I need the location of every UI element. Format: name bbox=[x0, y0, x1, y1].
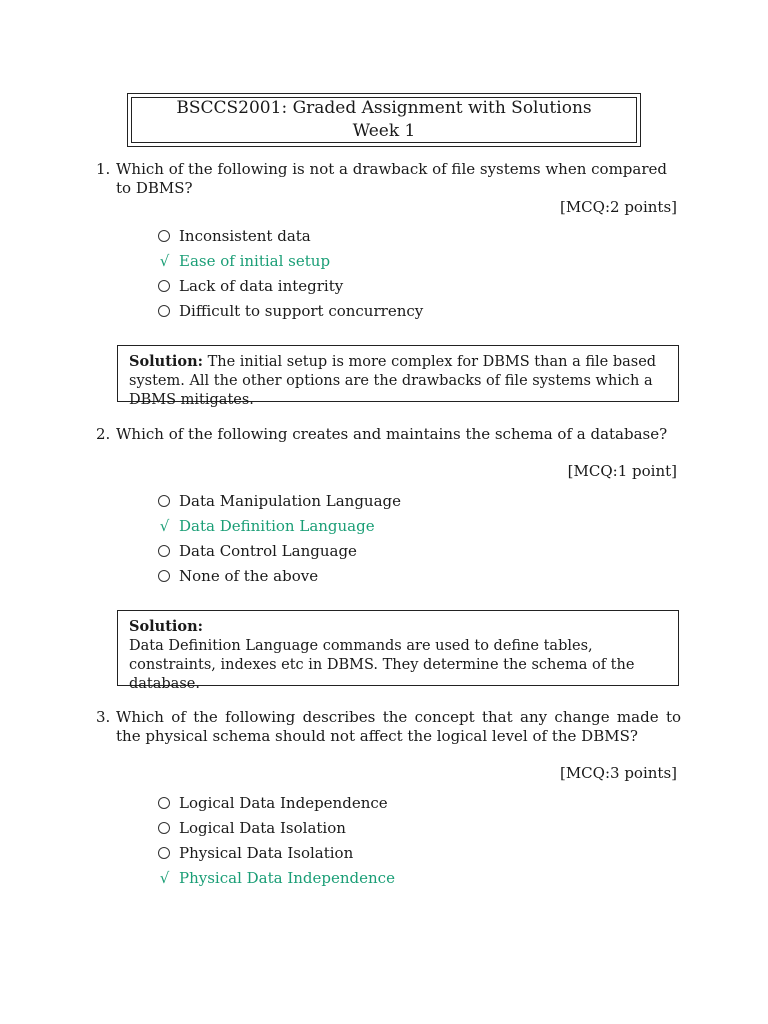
checkmark-icon: √ bbox=[159, 869, 170, 887]
radio-circle-icon[interactable] bbox=[158, 797, 170, 809]
question-3-points: [MCQ:3 points] bbox=[559, 764, 677, 782]
option-label: Data Definition Language bbox=[179, 517, 375, 535]
title-line-1: BSCCS2001: Graded Assignment with Solutions bbox=[176, 98, 592, 118]
question-3-number: 3. bbox=[96, 708, 111, 726]
option-label: Lack of data integrity bbox=[179, 277, 344, 295]
option-label: Logical Data Independence bbox=[179, 794, 388, 812]
question-2-number: 2. bbox=[96, 425, 111, 443]
question-3-text: Which of the following describes the concept that any change made to the physical schema should not affect the logical level of the DBMS? bbox=[116, 708, 681, 745]
radio-circle-icon[interactable] bbox=[158, 280, 170, 292]
checkmark-icon: √ bbox=[159, 517, 170, 535]
radio-circle-icon[interactable] bbox=[158, 545, 170, 557]
solution-label: Solution: bbox=[129, 353, 203, 370]
q1-option-3[interactable] bbox=[158, 276, 343, 296]
title-inner bbox=[131, 97, 637, 143]
q2-option-4[interactable] bbox=[158, 566, 318, 586]
radio-circle-icon[interactable] bbox=[158, 570, 170, 582]
option-label: Inconsistent data bbox=[179, 227, 311, 245]
q2-solution-box bbox=[117, 610, 679, 692]
q3-option-3[interactable] bbox=[158, 843, 353, 863]
q2-option-1[interactable] bbox=[158, 491, 401, 511]
question-1-number: 1. bbox=[96, 160, 111, 178]
radio-circle-icon[interactable] bbox=[158, 305, 170, 317]
radio-circle-icon[interactable] bbox=[158, 230, 170, 242]
question-1-text: Which of the following is not a drawback of file systems when compared to DBMS? bbox=[116, 160, 668, 197]
option-label: Physical Data Isolation bbox=[179, 844, 354, 862]
option-label: Difficult to support concurrency bbox=[179, 302, 424, 320]
option-label: None of the above bbox=[179, 567, 319, 585]
radio-circle-icon[interactable] bbox=[158, 822, 170, 834]
solution-text: Data Definition Language commands are used to define tables, constraints, indexes etc in DBMS. They determine the schema of the database. bbox=[129, 638, 635, 692]
q1-option-1[interactable] bbox=[158, 226, 311, 246]
checkmark-icon: √ bbox=[159, 252, 170, 270]
option-label: Data Manipulation Language bbox=[179, 492, 402, 510]
option-label: Data Control Language bbox=[179, 542, 357, 560]
q3-option-2[interactable] bbox=[158, 818, 346, 838]
q1-solution-box bbox=[117, 345, 679, 408]
q3-option-1[interactable] bbox=[158, 793, 388, 813]
option-label: Logical Data Isolation bbox=[179, 819, 346, 837]
q1-option-2[interactable] bbox=[158, 251, 330, 271]
q2-option-2[interactable] bbox=[158, 516, 375, 536]
q1-option-4[interactable] bbox=[158, 301, 423, 321]
question-1-points: [MCQ:2 points] bbox=[559, 198, 677, 216]
solution-text: The initial setup is more complex for DBMS than a file based system. All the other options are the drawbacks of file systems which a DBMS mitigates. bbox=[129, 354, 657, 408]
question-2-text: Which of the following creates and maintains the schema of a database? bbox=[116, 425, 668, 443]
q3-option-4[interactable] bbox=[158, 868, 395, 888]
option-label: Ease of initial setup bbox=[179, 252, 331, 270]
radio-circle-icon[interactable] bbox=[158, 847, 170, 859]
title-line-2: Week 1 bbox=[352, 121, 416, 141]
q2-option-3[interactable] bbox=[158, 541, 357, 561]
solution-label: Solution: bbox=[129, 618, 203, 635]
question-2-points: [MCQ:1 point] bbox=[567, 462, 677, 480]
radio-circle-icon[interactable] bbox=[158, 495, 170, 507]
option-label: Physical Data Independence bbox=[179, 869, 395, 887]
title-box bbox=[127, 93, 641, 147]
